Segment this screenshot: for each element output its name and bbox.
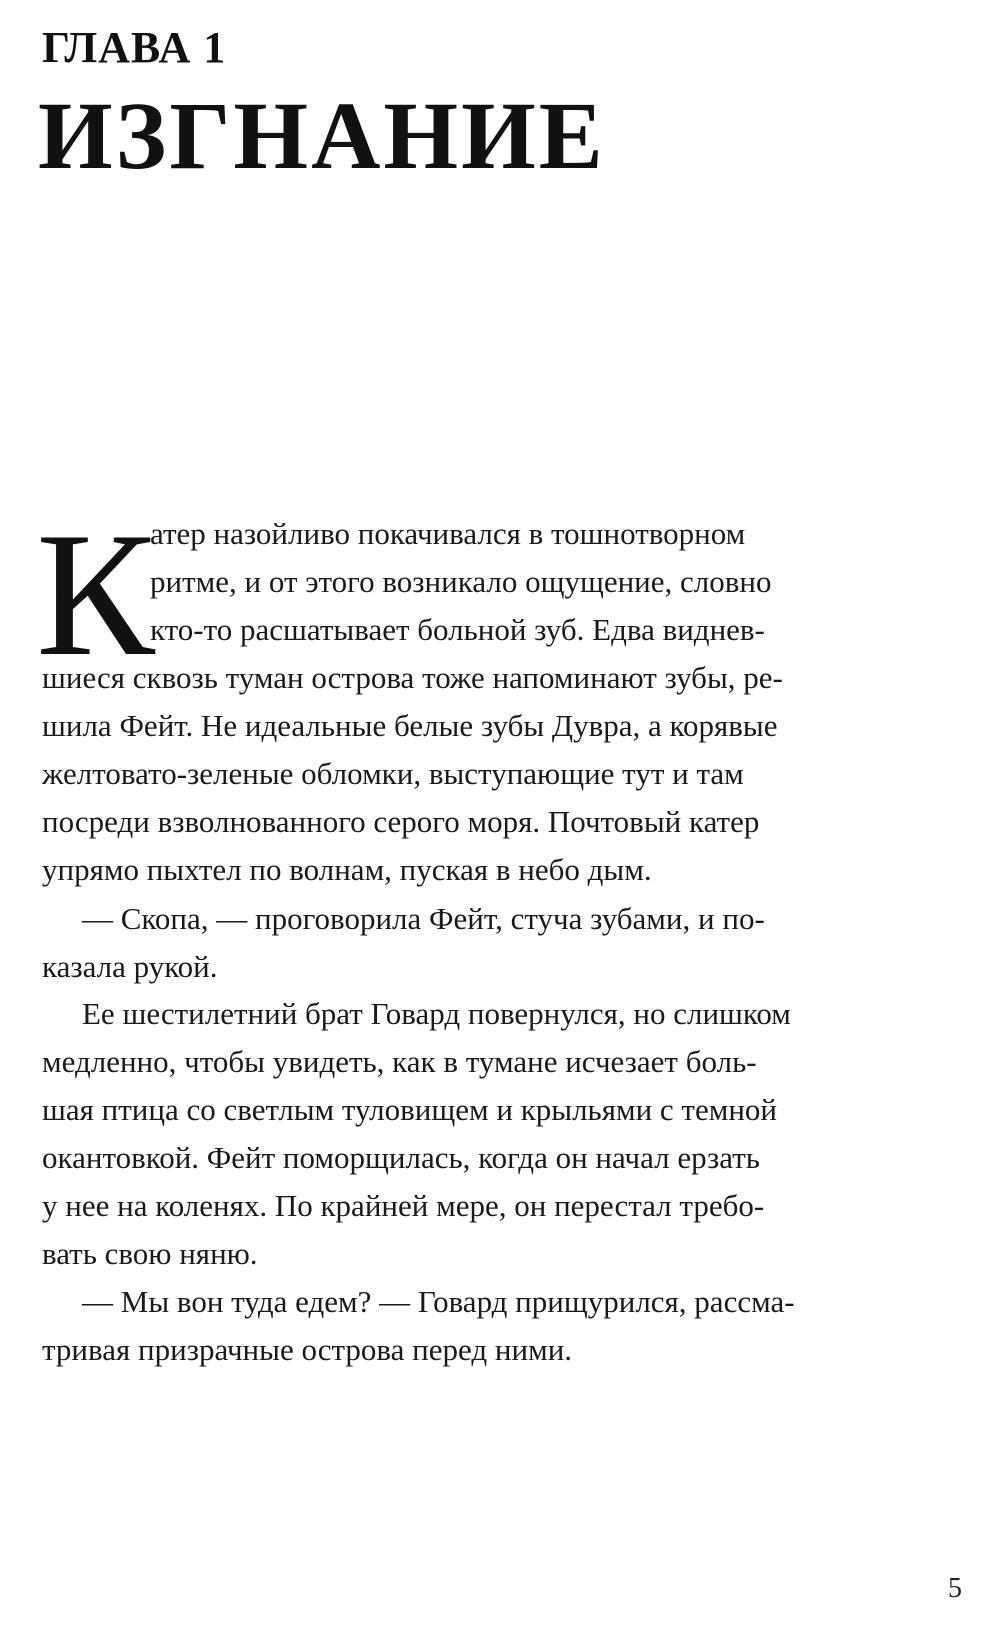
drop-cap: К <box>36 495 155 693</box>
chapter-label: ГЛАВА 1 <box>42 23 227 72</box>
text-line: — Мы вон туда едем? — Говард прищурился, рассма- <box>82 1284 795 1319</box>
text-line: шая птица со светлым туловищем и крыльями с темной <box>42 1092 778 1127</box>
text-line: атер назойливо покачивался в тошнотворном <box>150 516 746 551</box>
text-line: упрямо пыхтел по волнам, пуская в небо дым. <box>42 852 652 887</box>
page-number: 5 <box>948 1573 962 1604</box>
text-line: окантовкой. Фейт поморщилась, когда он начал ерзать <box>42 1140 760 1175</box>
text-line: Ее шестилетний брат Говард повернулся, но слишком <box>82 996 791 1031</box>
text-line: посреди взволнованного серого моря. Почтовый катер <box>42 804 760 839</box>
text-line: казала рукой. <box>42 949 218 984</box>
text-line: ритме, и от этого возникало ощущение, словно <box>150 564 772 599</box>
text-line: желтовато-зеленые обломки, выступающие тут и там <box>42 756 744 791</box>
text-line: шиеся сквозь туман острова тоже напоминают зубы, ре- <box>42 660 783 695</box>
text-line: шила Фейт. Не идеальные белые зубы Дувра, а корявые <box>42 708 778 743</box>
text-line: тривая призрачные острова перед ними. <box>42 1332 573 1367</box>
text-line: — Скопа, — проговорила Фейт, стуча зубами, и по- <box>82 901 765 936</box>
text-line: вать свою няню. <box>42 1236 258 1271</box>
text-line: у нее на коленях. По крайней мере, он перестал требо- <box>42 1188 765 1223</box>
text-line: кто-то расшатывает больной зуб. Едва виднев- <box>150 612 765 647</box>
chapter-title: ИЗГНАНИЕ <box>38 82 606 189</box>
text-line: медленно, чтобы увидеть, как в тумане исчезает боль- <box>42 1044 757 1079</box>
